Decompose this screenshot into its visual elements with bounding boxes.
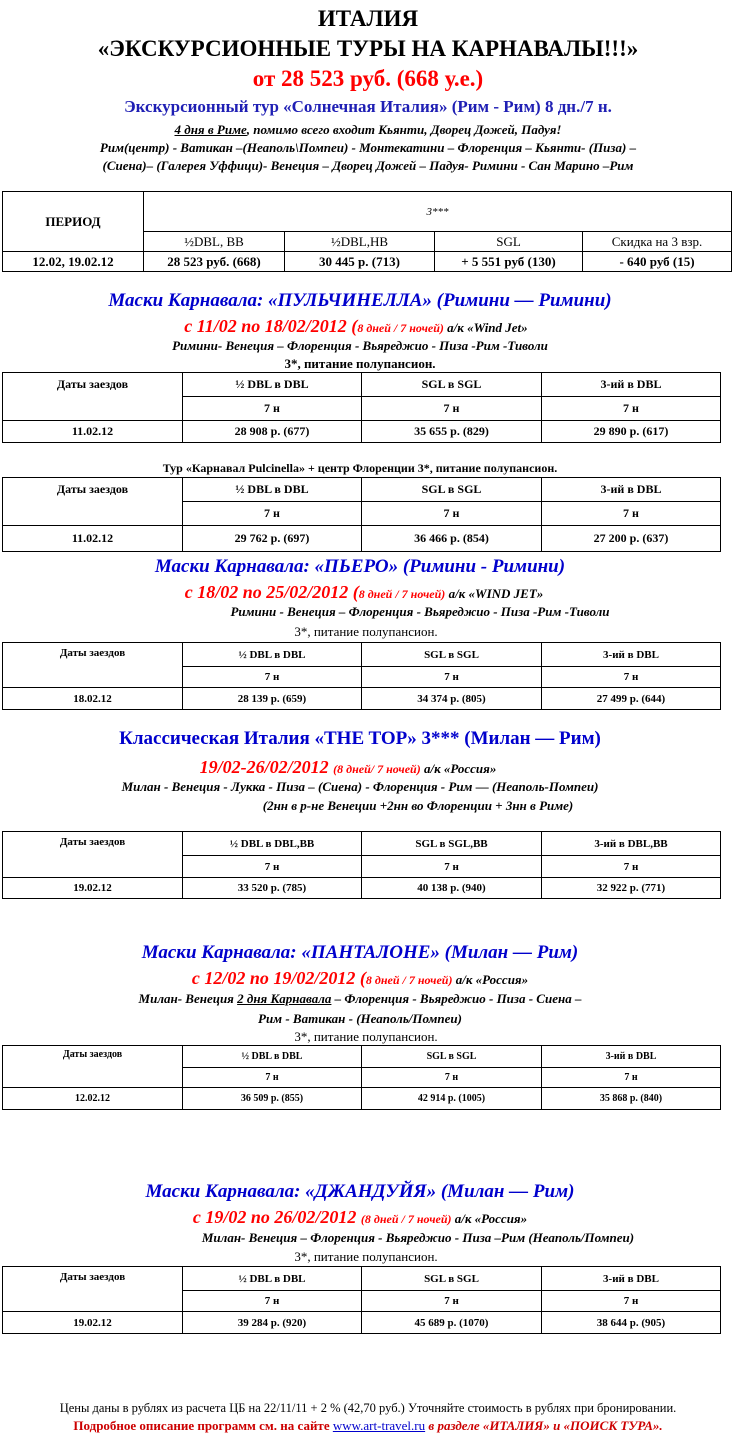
col-header: SGL в SGL	[362, 643, 542, 667]
price-cell: 35 655 р. (829)	[362, 421, 542, 443]
nights-cell: 7 н	[183, 397, 362, 421]
tour4-dates-main: 19/02-26/02/2012	[199, 757, 334, 777]
price-cell: 36 509 р. (855)	[183, 1088, 362, 1110]
price-cell: 36 466 р. (854)	[362, 526, 542, 552]
col-header: 3-ий в DBL	[542, 373, 721, 397]
tour5-route-a: Милан- Венеция	[138, 991, 238, 1006]
nights-cell: 7 н	[542, 502, 721, 526]
tour6-meal: 3*, питание полупансион.	[294, 1249, 438, 1264]
nights-cell: 7 н	[362, 397, 542, 421]
tour6-route: Милан- Венеция – Флоренция - Вьяреджио - Пиза –Рим (Неаполь/Помпеи)	[201, 1230, 635, 1245]
price-cell: 39 284 р. (920)	[183, 1312, 362, 1334]
tour4-dates	[0, 757, 716, 778]
tour2-airline: а/к «Wind Jet»	[443, 320, 528, 335]
table-row	[3, 1088, 721, 1110]
category-header: 3***	[144, 192, 732, 232]
tour5-route-b: – Флоренция - Вьяреджио - Пиза - Сиена –	[331, 991, 582, 1006]
col-header: Даты заездов	[3, 1046, 183, 1088]
col-header: 3-ий в DBL,BB	[542, 832, 721, 856]
col-header: Даты заездов	[3, 832, 183, 878]
tour3-airline: а/к «WIND JET»	[445, 586, 544, 601]
tour3-dates	[0, 582, 732, 603]
tour5-meal: 3*, питание полупансион.	[294, 1029, 438, 1044]
tour1-price-table	[2, 191, 732, 272]
col-header: 3-ий в DBL	[542, 1267, 721, 1291]
page-title: «ЭКСКУРСИОННЫЕ ТУРЫ НА КАРНАВАЛЫ!!!»	[97, 36, 639, 61]
tour2-price-table	[2, 372, 721, 443]
footer-more-b: в разделе «ИТАЛИЯ» и «ПОИСК ТУРА».	[425, 1418, 663, 1433]
tour6-title: Маски Карнавала: «ДЖАНДУЙЯ» (Милан — Рим)	[145, 1181, 575, 1202]
tour3-route: Римини - Венеция – Флоренция - Вьяреджио - Пиза -Рим -Тиволи	[230, 604, 610, 619]
nights-cell: 7 н	[362, 1068, 542, 1088]
col-header: 3-ий в DBL	[542, 1046, 721, 1068]
tour4-dates-small: (8 дней/ 7 ночей)	[333, 762, 421, 776]
price-cell: + 5 551 руб (130)	[435, 252, 583, 272]
price-cell: 40 138 р. (940)	[362, 878, 542, 899]
price-cell: 28 908 р. (677)	[183, 421, 362, 443]
price-from: от 28 523 руб. (668 у.е.)	[252, 66, 484, 91]
row-date: 12.02, 19.02.12	[3, 252, 144, 272]
tour2-title: Маски Карнавала: «ПУЛЬЧИНЕЛЛА» (Римини — Римини)	[108, 290, 612, 311]
price-cell: 42 914 р. (1005)	[362, 1088, 542, 1110]
nights-cell: 7 н	[542, 1068, 721, 1088]
price-cell: 32 922 р. (771)	[542, 878, 721, 899]
row-date: 11.02.12	[3, 421, 183, 443]
tour5-title: Маски Карнавала: «ПАНТАЛОНЕ» (Милан — Рим)	[141, 942, 579, 963]
price-cell: 28 523 руб. (668)	[144, 252, 285, 272]
col-header: ½DBL, BB	[144, 232, 285, 252]
tour1-title: Экскурсионный тур «Солнечная Италия» (Рим - Рим) 8 дн./7 н.	[124, 97, 612, 116]
price-cell: 29 762 р. (697)	[183, 526, 362, 552]
tour6-dates-main: с 19/02 по 26/02/2012	[192, 1207, 361, 1227]
footer-more	[0, 1418, 736, 1434]
row-date: 19.02.12	[3, 878, 183, 899]
tour4-price-table	[2, 831, 721, 899]
tour2-subtitle: Тур «Карнавал Pulcinella» + центр Флоренции 3*, питание полупансион.	[162, 461, 558, 475]
footer-note: Цены даны в рублях из расчета ЦБ на 22/11/11 + 2 % (42,70 руб.) Уточняйте стоимость в рублях при бронировании.	[59, 1401, 677, 1415]
tour4-route: Милан - Венеция - Лукка - Пиза – (Сиена) - Флоренция - Рим — (Неаполь-Помпеи)	[121, 779, 599, 794]
nights-cell: 7 н	[542, 397, 721, 421]
tour6-dates	[0, 1207, 728, 1228]
country-title: ИТАЛИЯ	[317, 6, 419, 31]
col-header: SGL в SGL	[362, 1046, 542, 1068]
col-header: ½ DBL в DBL,BB	[183, 832, 362, 856]
tour2-meal: 3*, питание полупансион.	[284, 356, 436, 371]
tour5-price-table	[2, 1045, 721, 1110]
tour4-title: Классическая Италия «THE TOP» 3*** (Милан — Рим)	[119, 728, 601, 749]
table-row	[3, 688, 721, 710]
col-header: SGL в SGL	[362, 478, 542, 502]
tour1-line1	[0, 122, 736, 138]
price-cell: 35 868 р. (840)	[542, 1088, 721, 1110]
row-date: 19.02.12	[3, 1312, 183, 1334]
tour4-airline: а/к «Россия»	[420, 761, 497, 776]
price-cell: 30 445 р. (713)	[285, 252, 435, 272]
tour2-dates-small: 8 дней / 7 ночей)	[357, 321, 444, 335]
col-header: ½DBL,HB	[285, 232, 435, 252]
nights-cell: 7 н	[183, 667, 362, 688]
col-header: Даты заездов	[3, 478, 183, 526]
price-cell: 33 520 р. (785)	[183, 878, 362, 899]
col-header: Скидка на 3 взр.	[583, 232, 732, 252]
table-row	[3, 526, 721, 552]
tour5-dates-main: с 12/02 по 19/02/2012 (	[191, 968, 366, 988]
nights-cell: 7 н	[542, 856, 721, 878]
tour2-dates	[0, 316, 724, 337]
nights-cell: 7 н	[542, 667, 721, 688]
site-link[interactable]: www.art-travel.ru	[332, 1418, 426, 1433]
row-date: 11.02.12	[3, 526, 183, 552]
price-cell: 34 374 р. (805)	[362, 688, 542, 710]
period-header: ПЕРИОД	[3, 192, 144, 252]
tour3-price-table	[2, 642, 721, 710]
table-row	[3, 421, 721, 443]
nights-cell: 7 н	[183, 1291, 362, 1312]
col-header: ½ DBL в DBL	[183, 643, 362, 667]
tour3-dates-small: 8 дней / 7 ночей)	[358, 587, 446, 601]
nights-cell: 7 н	[362, 1291, 542, 1312]
tour6-price-table	[2, 1266, 721, 1334]
col-header: ½ DBL в DBL	[183, 478, 362, 502]
col-header: Даты заездов	[3, 643, 183, 688]
tour3-dates-main: с 18/02 по 25/02/2012 (	[184, 582, 359, 602]
price-cell: 27 200 р. (637)	[542, 526, 721, 552]
nights-cell: 7 н	[183, 502, 362, 526]
tour6-airline: а/к «Россия»	[451, 1211, 528, 1226]
price-cell: 29 890 р. (617)	[542, 421, 721, 443]
tour5-dates-small: 8 дней / 7 ночей)	[365, 973, 453, 987]
price-cell: 45 689 р. (1070)	[362, 1312, 542, 1334]
col-header: SGL в SGL	[362, 373, 542, 397]
tour5-route-underlined: 2 дня Карнавала	[237, 991, 332, 1006]
tour2b-price-table	[2, 477, 721, 552]
row-date: 12.02.12	[3, 1088, 183, 1110]
col-header: 3-ий в DBL	[542, 643, 721, 667]
col-header: 3-ий в DBL	[542, 478, 721, 502]
nights-cell: 7 н	[362, 667, 542, 688]
price-cell: 28 139 р. (659)	[183, 688, 362, 710]
price-cell: - 640 руб (15)	[583, 252, 732, 272]
nights-cell: 7 н	[183, 1068, 362, 1088]
nights-cell: 7 н	[542, 1291, 721, 1312]
tour4-route2: (2нн в р-не Венеции +2нн во Флоренции + 3нн в Риме)	[262, 798, 574, 813]
nights-cell: 7 н	[362, 502, 542, 526]
tour3-title: Маски Карнавала: «ПЬЕРО» (Римини - Римини)	[154, 556, 566, 577]
col-header: Даты заездов	[3, 373, 183, 421]
col-header: Даты заездов	[3, 1267, 183, 1312]
nights-cell: 7 н	[183, 856, 362, 878]
tour5-dates	[0, 968, 728, 989]
price-cell: 38 644 р. (905)	[542, 1312, 721, 1334]
col-header: ½ DBL в DBL	[183, 373, 362, 397]
tour1-line1-rest: , помимо всего входит Кьянти, Дворец Дожей, Падуя!	[246, 122, 562, 137]
tour2-dates-main: с 11/02 по 18/02/2012 (	[184, 316, 358, 336]
tour6-dates-small: (8 дней / 7 ночей)	[360, 1212, 452, 1226]
tour5-airline: а/к «Россия»	[452, 972, 529, 987]
col-header: ½ DBL в DBL	[183, 1267, 362, 1291]
tour5-route2: Рим - Ватикан - (Неаполь/Помпеи)	[258, 1011, 462, 1026]
tour5-route	[0, 991, 728, 1007]
col-header: SGL в SGL,BB	[362, 832, 542, 856]
tour1-line2: Рим(центр) - Ватикан –(Неаполь\Помпеи) - Монтекатини – Флоренция – Кьянти- (Пиза) –	[99, 140, 637, 155]
price-cell: 27 499 р. (644)	[542, 688, 721, 710]
tour1-line3: (Сиена)– (Галерея Уффици)- Венеция – Дворец Дожей – Падуя- Римини - Сан Марино –Рим	[102, 158, 634, 173]
col-header: ½ DBL в DBL	[183, 1046, 362, 1068]
nights-cell: 7 н	[362, 856, 542, 878]
col-header: SGL	[435, 232, 583, 252]
footer-more-a: Подробное описание программ см. на сайте	[73, 1418, 333, 1433]
tour1-line1-underlined: 4 дня в Риме	[174, 122, 247, 137]
col-header: SGL в SGL	[362, 1267, 542, 1291]
tour2-route: Римини- Венеция – Флоренция - Вьяреджио - Пиза -Рим -Тиволи	[172, 338, 548, 353]
table-row	[3, 1312, 721, 1334]
table-row	[3, 252, 732, 272]
table-row	[3, 878, 721, 899]
tour3-meal: 3*, питание полупансион.	[294, 624, 438, 639]
row-date: 18.02.12	[3, 688, 183, 710]
